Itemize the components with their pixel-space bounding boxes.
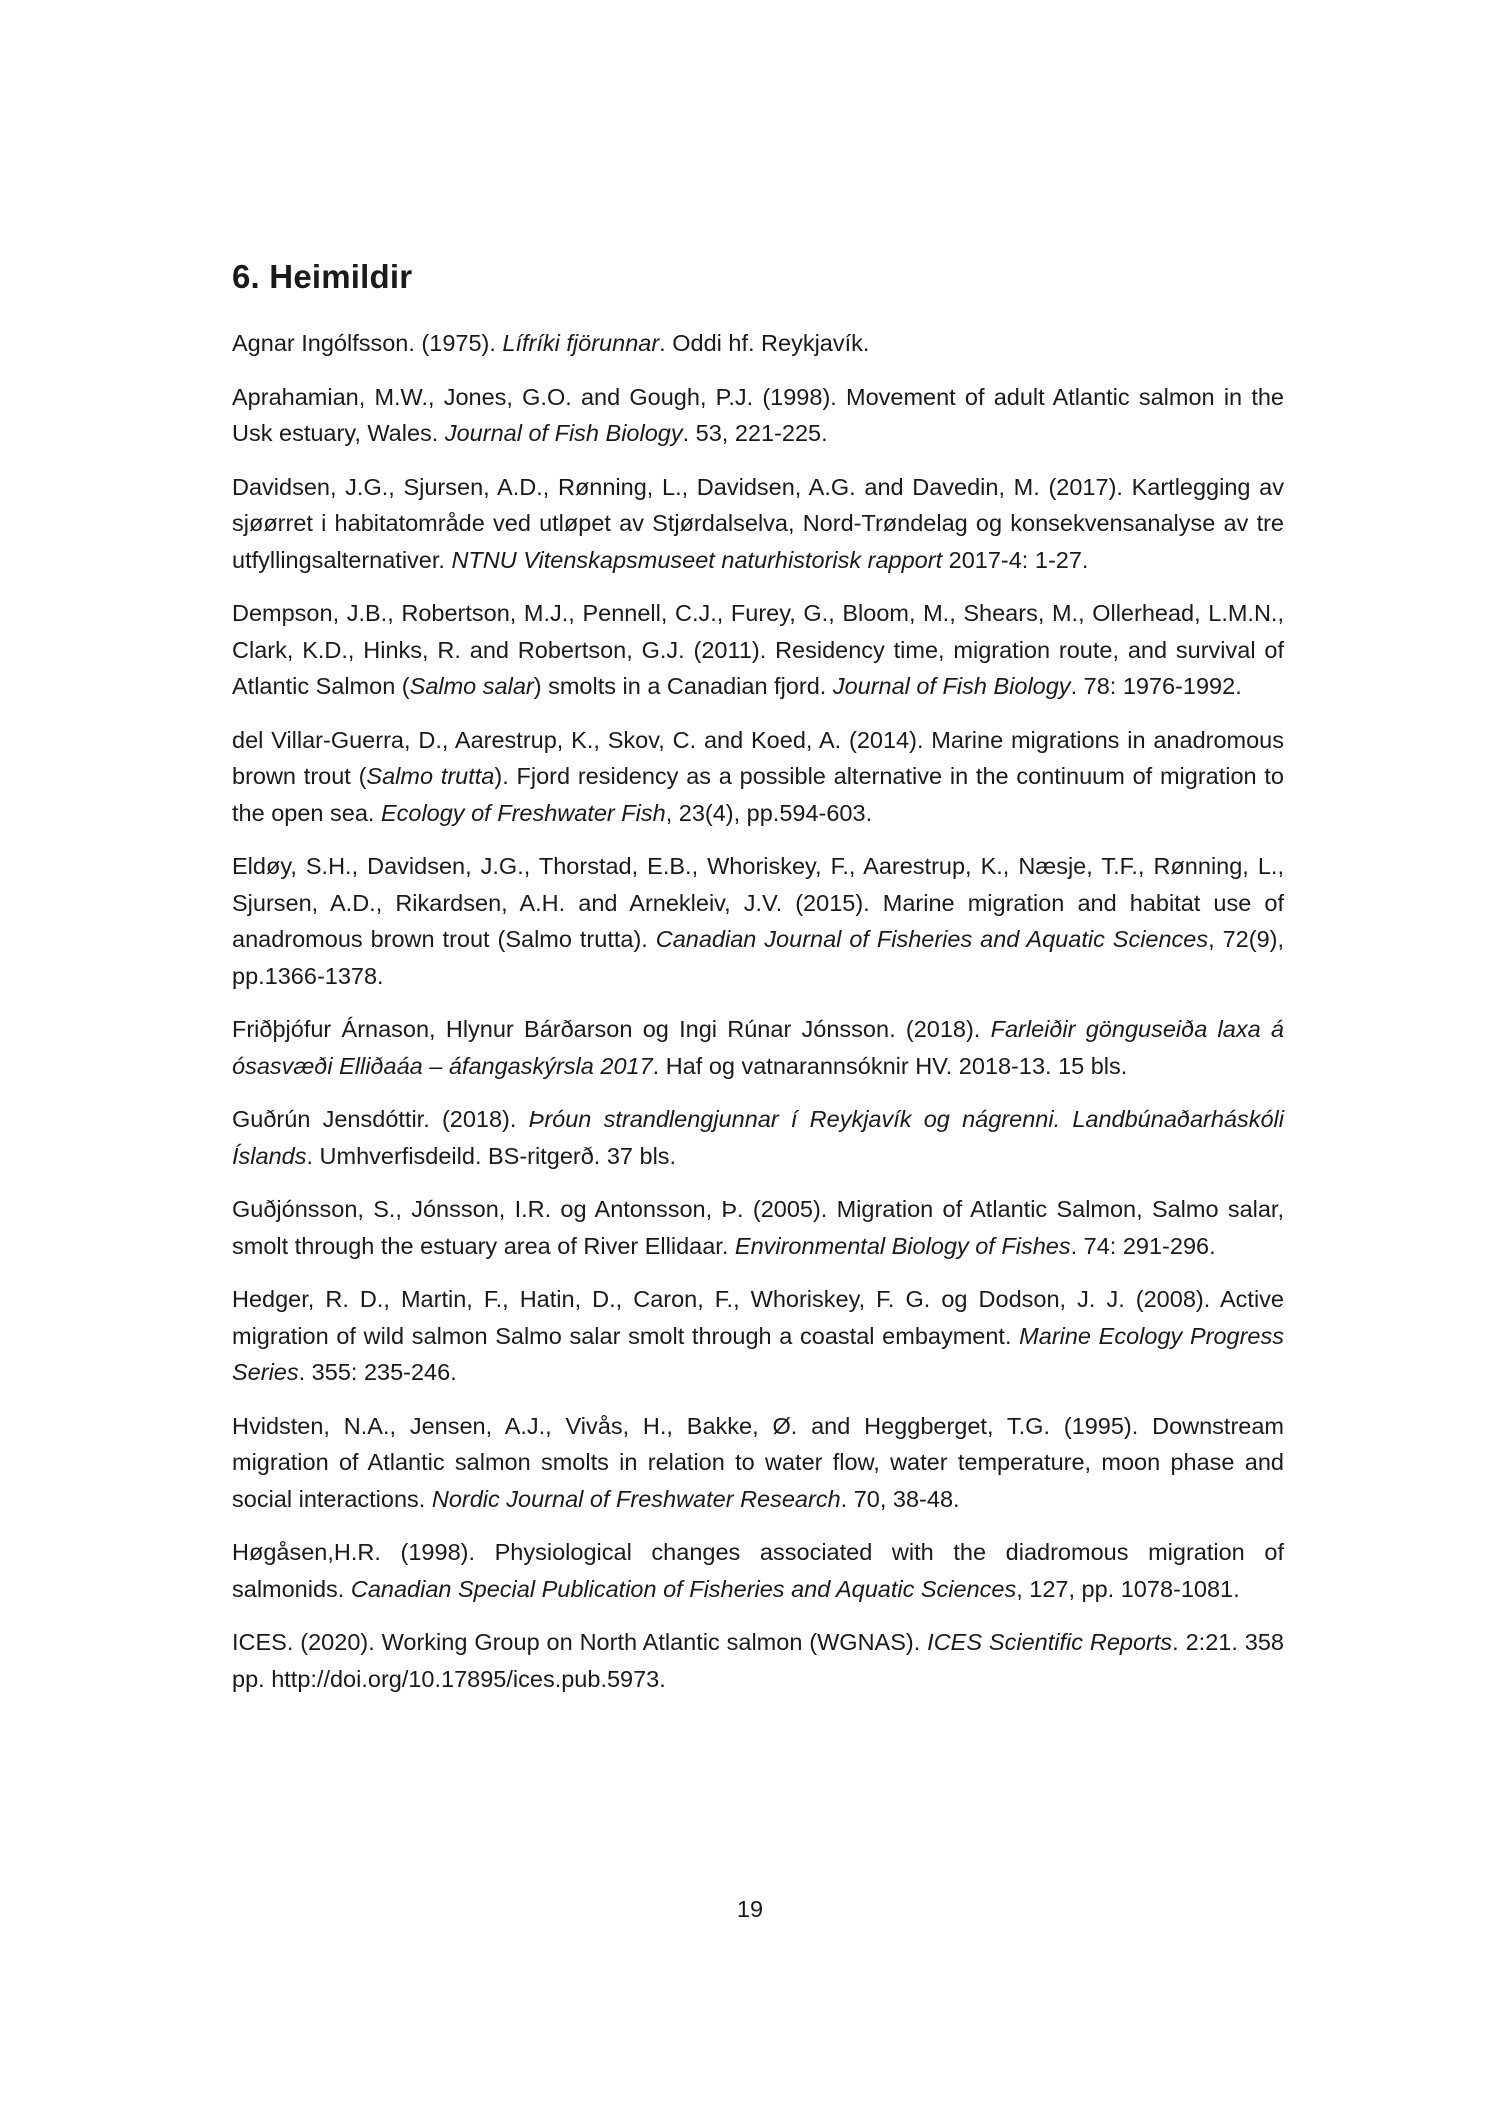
reference-item: ICES. (2020). Working Group on North Atlantic salmon (WGNAS). ICES Scientific Reports. 2:21. 358 pp. http://doi.org/10.17895/ices.pub.5973. bbox=[232, 1629, 1284, 1692]
reference-item: del Villar-Guerra, D., Aarestrup, K., Skov, C. and Koed, A. (2014). Marine migrations in anadromous brown trout (Salmo trutta). Fjord residency as a possible alternative in the continuum of migration to the open sea. Ecology of Freshwater Fish, 23(4), pp.594-603. bbox=[232, 726, 1284, 826]
reference-item: Hedger, R. D., Martin, F., Hatin, D., Caron, F., Whoriskey, F. G. og Dodson, J. J. (2008). Active migration of wild salmon Salmo salar smolt through a coastal embayment. Marine Ecology Progress Series. 355: 235-246. bbox=[232, 1286, 1284, 1385]
reference-item: Aprahamian, M.W., Jones, G.O. and Gough, P.J. (1998). Movement of adult Atlantic salmon in the Usk estuary, Wales. Journal of Fish Biology. 53, 221-225. bbox=[232, 383, 1284, 446]
reference-item: Guðrún Jensdóttir. (2018). Þróun strandlengjunnar í Reykjavík og nágrenni. Landbúnaðarháskóli Íslands. Umhverfisdeild. BS-ritgerð. 37 bls. bbox=[232, 1106, 1284, 1169]
page-number: 19 bbox=[736, 1896, 764, 1922]
reference-item: Friðþjófur Árnason, Hlynur Bárðarson og Ingi Rúnar Jónsson. (2018). Farleiðir gönguseiða laxa á ósasvæði Elliðaáa – áfangaskýrsla 2017. Haf og vatnarannsóknir HV. 2018-13. 15 bls. bbox=[232, 1016, 1284, 1079]
reference-item: Høgåsen,H.R. (1998). Physiological changes associated with the diadromous migration of salmonids. Canadian Special Publication of Fisheries and Aquatic Sciences, 127, pp. 1078-1081. bbox=[232, 1539, 1284, 1602]
reference-item: Agnar Ingólfsson. (1975). Lífríki fjörunnar. Oddi hf. Reykjavík. bbox=[232, 330, 870, 356]
reference-list bbox=[232, 325, 1284, 1714]
reference-item: Guðjónsson, S., Jónsson, I.R. og Antonsson, Þ. (2005). Migration of Atlantic Salmon, Salmo salar, smolt through the estuary area of River Ellidaar. Environmental Biology of Fishes. 74: 291-296. bbox=[232, 1196, 1284, 1259]
reference-item: Hvidsten, N.A., Jensen, A.J., Vivås, H., Bakke, Ø. and Heggberget, T.G. (1995). Downstream migration of Atlantic salmon smolts in relation to water flow, water temperature, moon phase and social interactions. Nordic Journal of Freshwater Research. 70, 38-48. bbox=[232, 1412, 1284, 1512]
reference-item: Eldøy, S.H., Davidsen, J.G., Thorstad, E.B., Whoriskey, F., Aarestrup, K., Næsje, T.F., Rønning, L., Sjursen, A.D., Rikardsen, A.H. and Arnekleiv, J.V. (2015). Marine migration and habitat use of anadromous brown trout (Salmo trutta). Canadian Journal of Fisheries and Aquatic Sciences, 72(9), pp.1366-1378. bbox=[232, 853, 1284, 989]
section-heading: 6. Heimildir bbox=[232, 258, 413, 295]
reference-item: Davidsen, J.G., Sjursen, A.D., Rønning, L., Davidsen, A.G. and Davedin, M. (2017). Kartlegging av sjøørret i habitatområde ved utløpet av Stjørdalselva, Nord-Trøndelag og konsekvensanalyse av tre utfyllingsalternativer. NTNU Vitenskapsmuseet naturhistorisk rapport 2017-4: 1-27. bbox=[232, 473, 1284, 573]
reference-item: Dempson, J.B., Robertson, M.J., Pennell, C.J., Furey, G., Bloom, M., Shears, M., Ollerhead, L.M.N., Clark, K.D., Hinks, R. and Robertson, G.J. (2011). Residency time, migration route, and survival of Atlantic Salmon (Salmo salar) smolts in a Canadian fjord. Journal of Fish Biology. 78: 1976-1992. bbox=[232, 600, 1284, 699]
